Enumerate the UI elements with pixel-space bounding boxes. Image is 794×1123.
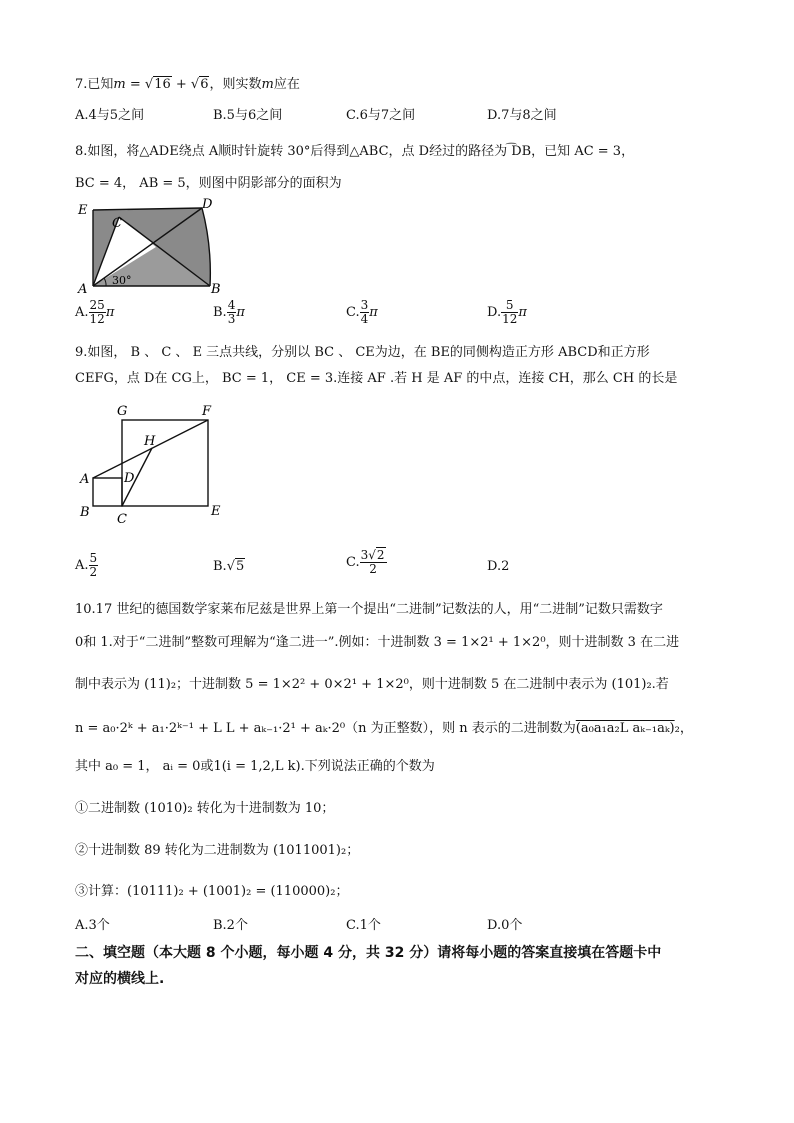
q7-option-d: D.7与8之间 — [487, 108, 557, 123]
q9-option-d: D.2 — [487, 559, 510, 574]
q8-label-d: D — [202, 197, 213, 212]
q10-option-d: D.0个 — [487, 918, 523, 933]
q9-option-c: C. $\frac{3√2}{2}$ — [346, 548, 385, 576]
section2-heading-line1: 二、填空题（本大题 8 个小题，每小题 4 分，共 32 分）请将每小题的答案直接填在答题卡中 — [75, 945, 662, 961]
q8-label-a: A — [78, 282, 88, 296]
q8-option-c: C. $\frac{3}{4}$ π — [346, 298, 378, 326]
q9-option-a: A. $\frac{5}{2}$ — [75, 551, 98, 579]
q9-label-e: E — [211, 504, 221, 519]
q9-label-b: B — [80, 505, 90, 520]
q9-label-c: C — [117, 512, 127, 527]
q10-line2: 0和 1.对于“二进制”整数可理解为“逢二进一”.例如：十进制数 3 = 1×2¹ + 1×2⁰，则十进制数 3 在二进 — [75, 635, 680, 650]
q9-label-f: F — [202, 404, 212, 419]
q10-option-b: B.2个 — [213, 918, 248, 933]
q7-stem-prefix: 7.已知 — [75, 77, 114, 92]
q9-stem-line1: 9.如图， B 、 C 、 E 三点共线，分别以 BC 、 CE为边，在 BE的同侧构造正方形 ABCD和正方形 — [75, 345, 650, 360]
q8-figure — [74, 196, 224, 296]
q9-label-h: H — [144, 434, 156, 449]
q10-line4: n = a₀·2ᵏ + a₁·2ᵏ⁻¹ + L L + aₖ₋₁·2¹ + aₖ·2⁰（n 为正整数），则 n 表示的二进制数为(a₀a₁a₂L aₖ₋₁aₖ)₂， — [75, 721, 693, 736]
q8-label-e: E — [78, 203, 88, 218]
q8-stem-line2: BC = 4， AB = 5，则图中阴影部分的面积为 — [75, 176, 342, 191]
q9-label-a: A — [80, 472, 90, 487]
q10-option-a: A.3个 — [75, 918, 110, 933]
q9-label-d: D — [124, 471, 135, 486]
q10-item-1: ①二进制数 (1010)₂ 转化为十进制数为 10； — [75, 801, 335, 816]
q10-line1: 10.17 世纪的德国数学家莱布尼兹是世界上第一个提出“二进制”记数法的人，用“二进制”记数只需数字 — [75, 602, 663, 617]
q10-option-c: C.1个 — [346, 918, 381, 933]
q7-option-a: A.4与5之间 — [75, 108, 145, 123]
q8-label-c: C — [112, 216, 122, 231]
q7-option-c: C.6与7之间 — [346, 108, 416, 123]
q10-item-2: ②十进制数 89 转化为二进制数为 (1011001)₂； — [75, 843, 360, 858]
q8-stem-line1: 8.如图，将△ADE绕点 A顺时针旋转 30°后得到△ABC，点 D经过的路径为 ͡DB，已知 AC = 3， — [75, 144, 635, 159]
q7-stem-mid: ，则实数 — [209, 77, 262, 92]
q9-label-g: G — [117, 404, 128, 419]
section2-heading-line2: 对应的横线上. — [75, 971, 165, 987]
q10-item-3: ③计算：(10111)₂ + (1001)₂ = (110000)₂； — [75, 884, 349, 899]
q9-square-cefg — [122, 420, 208, 506]
q10-line5: 其中 a₀ = 1， aᵢ = 0或1(i = 1,2,L k).下列说法正确的个数为 — [75, 759, 435, 774]
q8-option-b: B. $\frac{4}{3}$ π — [213, 298, 245, 326]
q8-option-a: A. $\frac{25}{12}$ π — [75, 298, 115, 326]
q8-option-d: D. $\frac{5}{12}$ π — [487, 298, 527, 326]
q9-stem-line2: CEFG，点 D在 CG上， BC = 1， CE = 3.连接 AF .若 H 是 AF 的中点，连接 CH，那么 CH 的长是 — [75, 371, 678, 386]
q9-square-abcd — [93, 478, 122, 506]
q9-option-b: B.√5 — [213, 559, 245, 574]
q8-label-angle: 30° — [112, 274, 132, 287]
q7-stem-end: 应在 — [273, 77, 300, 92]
q9-figure — [74, 398, 234, 528]
q7-option-b: B.5与6之间 — [213, 108, 283, 123]
q7-stem: 7.已知m = √16 + √6，则实数m应在 — [75, 77, 300, 92]
q10-line3: 制中表示为 (11)₂；十进制数 5 = 1×2² + 0×2¹ + 1×2⁰，则十进制数 5 在二进制中表示为 (101)₂.若 — [75, 677, 669, 692]
q8-label-b: B — [211, 282, 221, 296]
